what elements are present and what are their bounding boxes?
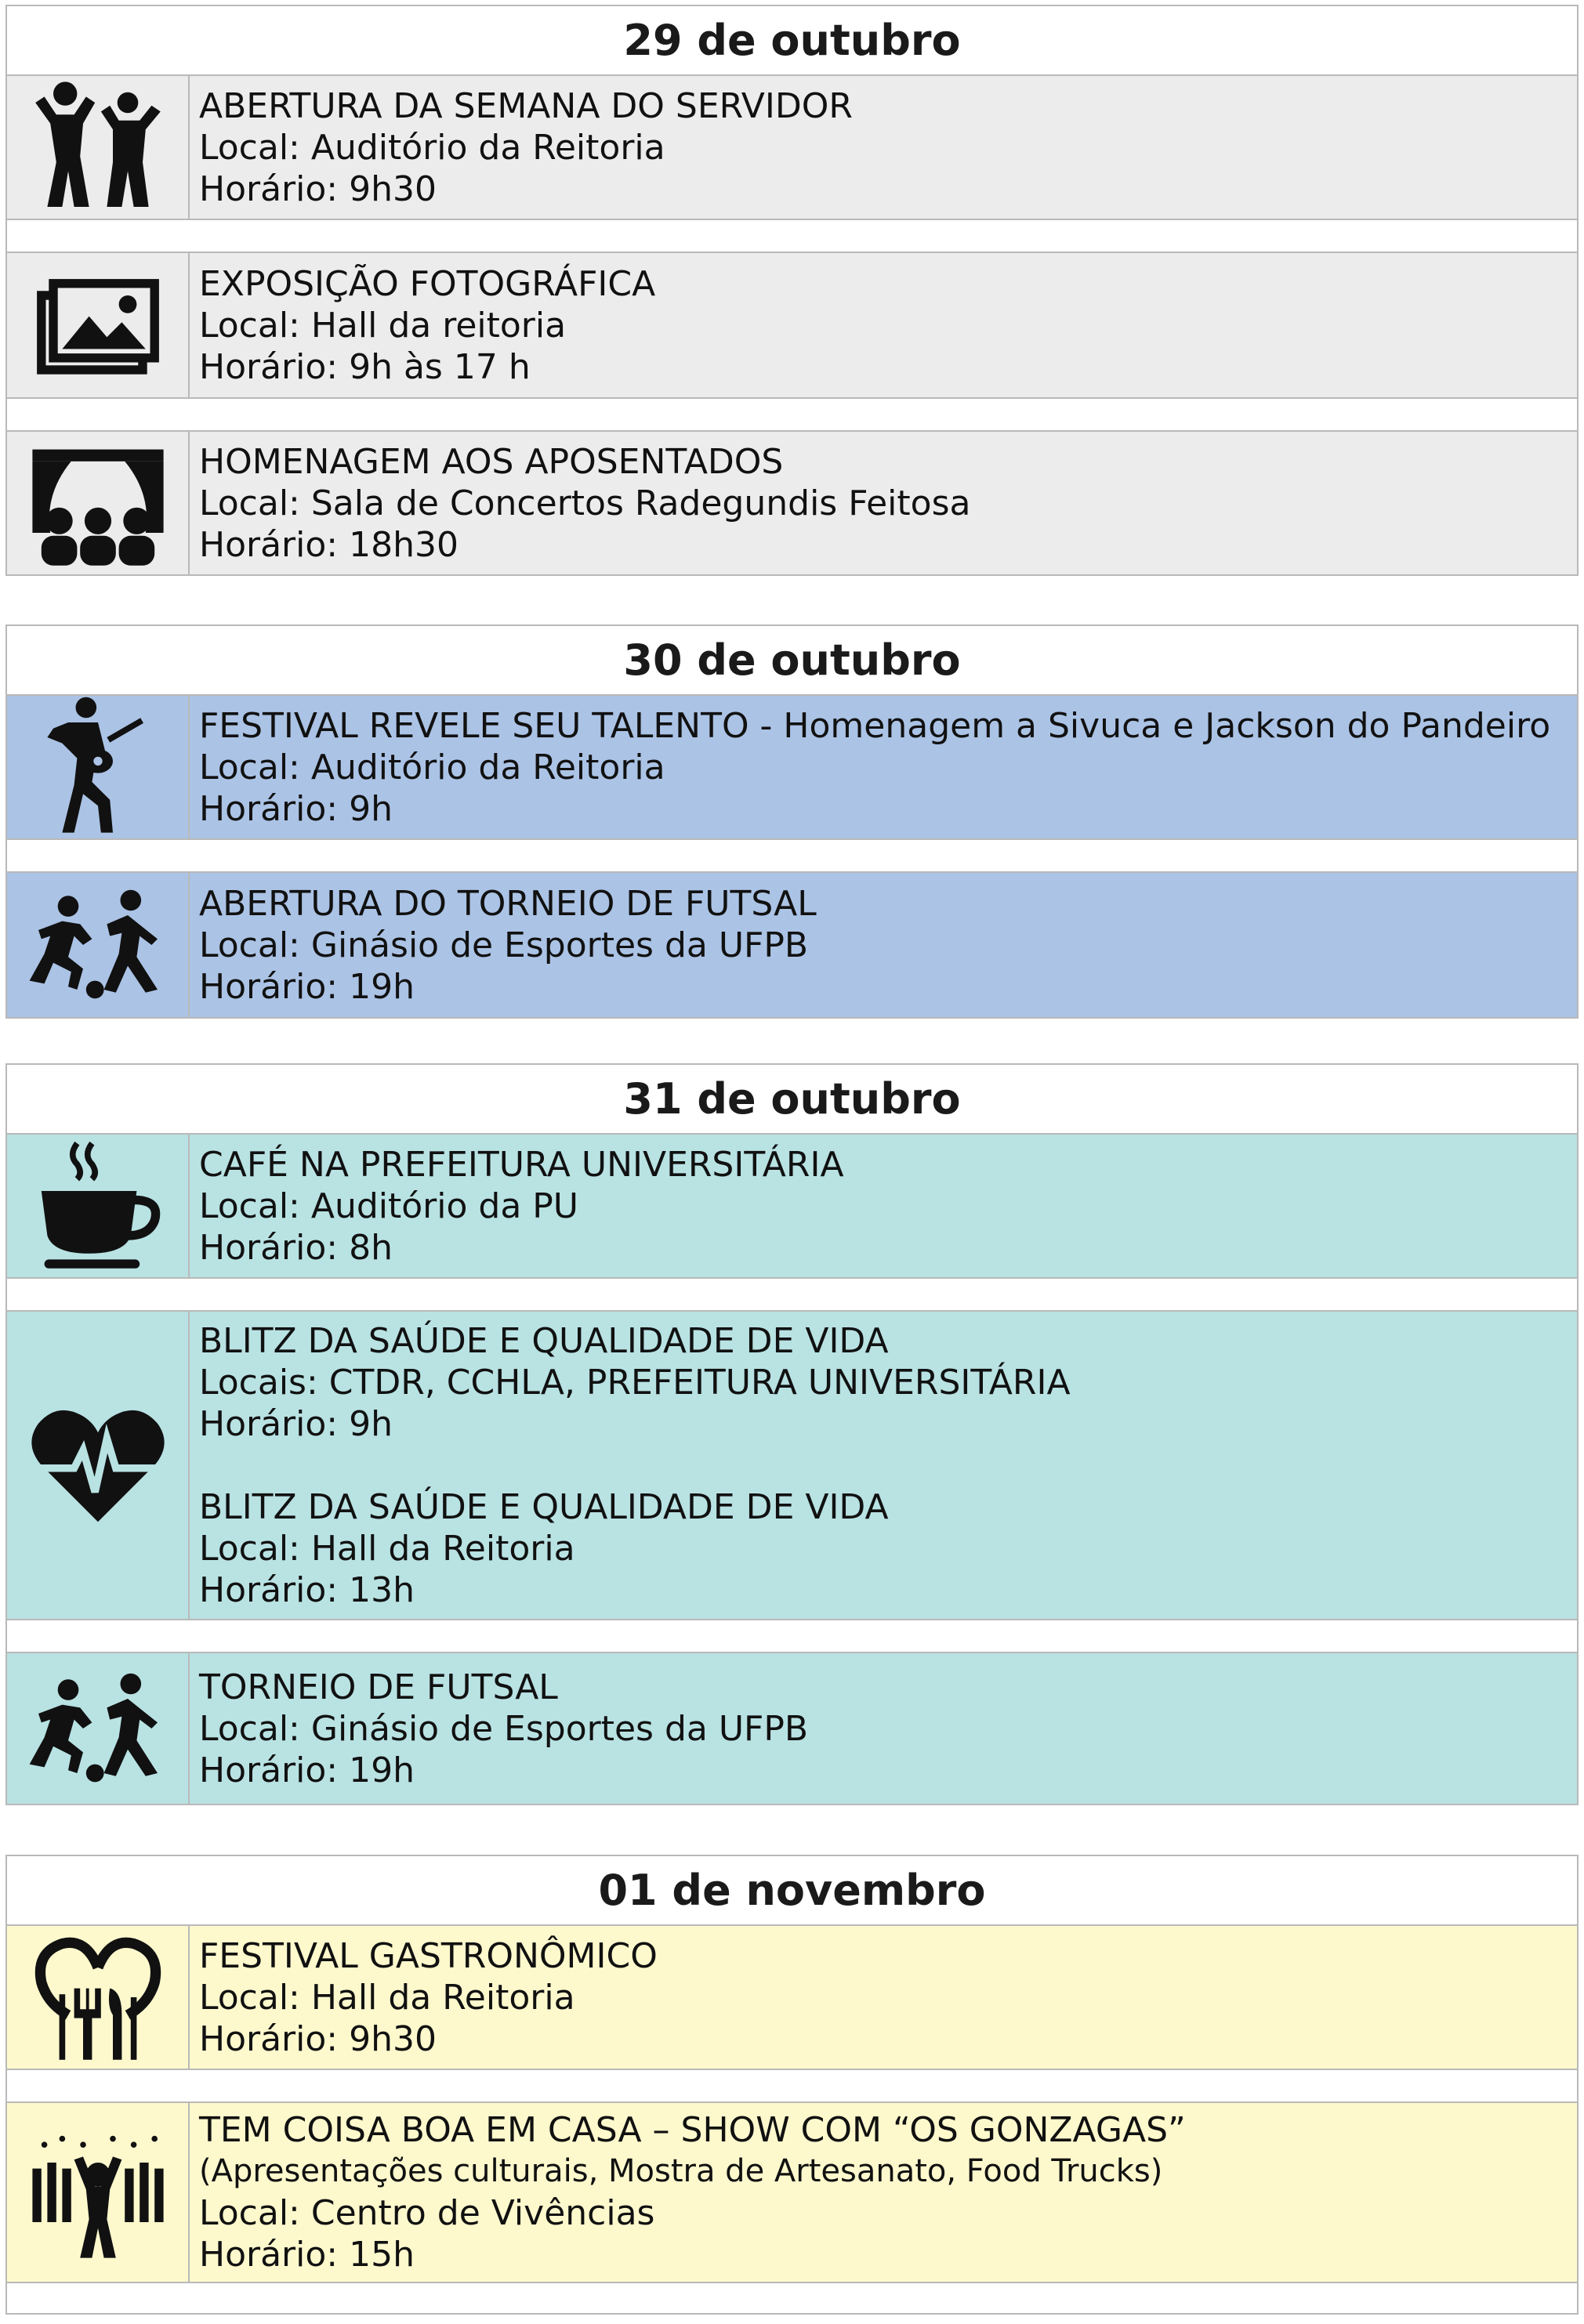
line-spacer — [199, 1445, 1568, 1486]
event-location: Local: Centro de Vivências — [199, 2193, 655, 2233]
event-title: HOMENAGEM AOS APOSENTADOS — [199, 441, 784, 482]
event-title: CAFÉ NA PREFEITURA UNIVERSITÁRIA — [199, 1144, 844, 1185]
event-title: ABERTURA DA SEMANA DO SERVIDOR — [199, 85, 853, 126]
event-row — [5, 694, 1579, 840]
event-details — [190, 1653, 1577, 1804]
event-details — [190, 1926, 1577, 2069]
event-details — [190, 1312, 1577, 1619]
row-gap — [5, 399, 1579, 430]
event-location: Local: Sala de Concertos Radegundis Feitosa — [199, 483, 971, 523]
people-celebrating-icon — [24, 73, 172, 222]
row-gap — [5, 1620, 1579, 1652]
event-title: TEM COISA BOA EM CASA – SHOW COM “OS GONZAGAS” — [199, 2110, 1186, 2150]
event-time: Horário: 9h30 — [199, 168, 437, 209]
event-row — [5, 1310, 1579, 1620]
theater-audience-icon — [24, 429, 172, 577]
event-details — [190, 2103, 1577, 2282]
event-subtitle: (Apresentações culturais, Mostra de Artesanato, Food Trucks) — [199, 2153, 1163, 2189]
day-title: 01 de novembro — [5, 1855, 1579, 1924]
event-details — [190, 432, 1577, 574]
event-location: Local: Hall da Reitoria — [199, 1528, 575, 1569]
event-row — [5, 74, 1579, 220]
day-01-novembro — [5, 1855, 1579, 2315]
event-title: BLITZ DA SAÚDE E QUALIDADE DE VIDA — [199, 1320, 889, 1361]
event-time: Horário: 15h — [199, 2235, 415, 2275]
icon-cell — [7, 1926, 190, 2069]
heart-pulse-icon — [24, 1391, 172, 1540]
icon-cell — [7, 2103, 190, 2282]
event-row — [5, 871, 1579, 1019]
event-details — [190, 696, 1577, 838]
event-title: FESTIVAL REVELE SEU TALENTO - Homenagem a Sivuca e Jackson do Pandeiro — [199, 705, 1551, 746]
icon-cell — [7, 76, 190, 219]
event-title: ABERTURA DO TORNEIO DE FUTSAL — [199, 883, 817, 924]
event-location: Local: Auditório da Reitoria — [199, 747, 665, 787]
day-31-outubro — [5, 1063, 1579, 1805]
day-title: 31 de outubro — [5, 1063, 1579, 1133]
event-location: Local: Hall da reitoria — [199, 305, 567, 346]
day-29-outubro — [5, 5, 1579, 576]
event-row — [5, 252, 1579, 399]
event-location: Local: Hall da Reitoria — [199, 1977, 575, 2018]
event-row — [5, 1924, 1579, 2070]
row-gap — [5, 220, 1579, 252]
event-time: Horário: 9h — [199, 1403, 393, 1444]
event-location: Local: Auditório da Reitoria — [199, 127, 665, 168]
event-title: FESTIVAL GASTRONÔMICO — [199, 1935, 658, 1976]
day-30-outubro — [5, 624, 1579, 1019]
icon-cell — [7, 1135, 190, 1277]
photo-gallery-icon — [24, 251, 172, 400]
event-location: Local: Ginásio de Esportes da UFPB — [199, 1708, 809, 1749]
event-time: Horário: 19h — [199, 1750, 415, 1790]
event-time: Horário: 18h30 — [199, 524, 459, 565]
event-row — [5, 2101, 1579, 2283]
event-time: Horário: 13h — [199, 1569, 415, 1610]
event-details — [190, 873, 1577, 1017]
heart-cutlery-icon — [24, 1923, 172, 2072]
event-row — [5, 1652, 1579, 1805]
event-details — [190, 76, 1577, 219]
row-gap — [5, 2070, 1579, 2101]
event-details — [190, 253, 1577, 397]
row-gap — [5, 840, 1579, 871]
event-location: Local: Auditório da PU — [199, 1186, 578, 1226]
concert-crowd-icon — [24, 2118, 172, 2267]
soccer-players-icon — [24, 871, 172, 1019]
event-time: Horário: 9h às 17 h — [199, 346, 531, 387]
event-title: BLITZ DA SAÚDE E QUALIDADE DE VIDA — [199, 1486, 889, 1527]
event-row — [5, 1133, 1579, 1279]
event-row — [5, 430, 1579, 576]
event-location: Local: Ginásio de Esportes da UFPB — [199, 925, 809, 965]
event-time: Horário: 19h — [199, 966, 415, 1007]
event-title: TORNEIO DE FUTSAL — [199, 1667, 558, 1707]
icon-cell — [7, 432, 190, 574]
event-time: Horário: 9h30 — [199, 2018, 437, 2059]
icon-cell — [7, 253, 190, 397]
icon-cell — [7, 1312, 190, 1619]
icon-cell — [7, 696, 190, 838]
row-gap — [5, 1279, 1579, 1310]
icon-cell — [7, 1653, 190, 1804]
event-time: Horário: 9h — [199, 788, 393, 829]
soccer-players-icon — [24, 1654, 172, 1803]
icon-cell — [7, 873, 190, 1017]
event-title: EXPOSIÇÃO FOTOGRÁFICA — [199, 263, 656, 304]
guitar-player-icon — [24, 693, 172, 842]
event-time: Horário: 8h — [199, 1227, 393, 1268]
row-gap — [5, 2283, 1579, 2315]
event-location: Locais: CTDR, CCHLA, PREFEITURA UNIVERSITÁRIA — [199, 1362, 1071, 1403]
day-title: 30 de outubro — [5, 624, 1579, 694]
event-details — [190, 1135, 1577, 1277]
coffee-cup-icon — [24, 1131, 172, 1280]
day-title: 29 de outubro — [5, 5, 1579, 74]
